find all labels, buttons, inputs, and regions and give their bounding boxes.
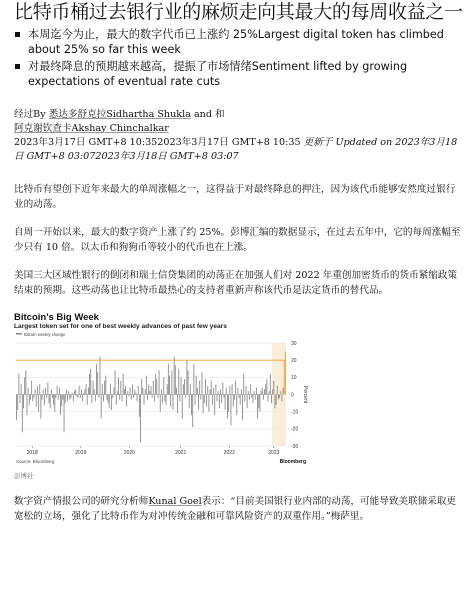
chart-bar [16, 395, 17, 421]
chart-bar [75, 389, 76, 394]
updated-timestamp: 更新于 Updated on 2023年3月18日 GMT+8 03:072023年3月18日 GMT+8 03:07 [14, 137, 458, 162]
chart-bar [193, 364, 194, 395]
chart-bar [283, 388, 284, 395]
chart-bar [153, 381, 154, 395]
chart-bar [141, 379, 142, 394]
chart-bar [280, 391, 281, 394]
chart-bar [137, 395, 138, 402]
chart-bar [142, 388, 143, 395]
chart-brand: Bloomberg [279, 459, 306, 465]
chart-bar [266, 379, 267, 394]
chart-bar [100, 357, 101, 395]
chart-bar [185, 395, 186, 398]
chart-bar [64, 395, 65, 433]
chart-bar [177, 395, 178, 414]
chart-bar [30, 395, 31, 400]
chart-bar [119, 395, 120, 400]
chart-bar [222, 382, 223, 394]
chart-bar [88, 388, 89, 395]
chart-bar [31, 381, 32, 395]
chart-bar [169, 376, 170, 395]
chart-bar [243, 374, 244, 395]
chart-bar [272, 389, 273, 394]
chart-bar [210, 389, 211, 394]
chart-bar [276, 395, 277, 405]
y-tick-label: -30 [291, 443, 299, 450]
chart-bar [149, 391, 150, 394]
byline-prefix: 经过By [14, 109, 49, 120]
final-prefix: 数字资产情报公司的研究分析师 [14, 496, 149, 507]
chart-bar [240, 395, 241, 405]
y-tick-label: 30 [291, 340, 297, 347]
chart-bar [224, 395, 225, 398]
chart-bar [160, 395, 161, 412]
chart-bar [101, 395, 102, 419]
chart-bar [235, 381, 236, 395]
chart-bar [104, 381, 105, 395]
chart-bar [252, 395, 253, 404]
x-tick-label: 2022 [223, 450, 235, 456]
chart-bar [53, 395, 54, 405]
chart-bar [79, 386, 80, 395]
chart-bar [259, 395, 260, 412]
chart-bar [69, 395, 70, 400]
chart-bar [178, 369, 179, 395]
chart-bar [242, 395, 243, 421]
chart-bar [273, 381, 274, 395]
chart-bar [190, 384, 191, 394]
chart-bar [173, 395, 174, 410]
chart-bar [115, 370, 116, 394]
chart-source: Source: Bloomberg [16, 459, 55, 464]
chart-bar [227, 395, 228, 419]
chart-bar [83, 393, 84, 395]
chart-bar [145, 389, 146, 394]
chart-bar [181, 377, 182, 394]
chart-bar [157, 395, 158, 398]
chart-caption: 彭博社 [14, 472, 34, 480]
chart-bar [29, 395, 30, 405]
chart-bar [123, 374, 124, 395]
chart-bar [236, 395, 237, 416]
y-tick-label: -10 [291, 409, 299, 416]
legend-swatch [16, 333, 22, 335]
chart-bar [94, 389, 95, 394]
chart-bar [22, 395, 23, 433]
chart-bar [167, 384, 168, 394]
chart-bar [135, 393, 136, 395]
chart-bar [76, 395, 77, 397]
chart-bar [47, 382, 48, 394]
chart-bar [125, 386, 126, 395]
chart-bar [230, 395, 231, 426]
chart-bar [174, 357, 175, 395]
x-tick-label: 2021 [175, 450, 187, 456]
chart-bar [130, 388, 131, 395]
chart-bar [127, 391, 128, 394]
article-paragraph-final [14, 494, 464, 524]
article-headline: 比特币桶过去银行业的麻烦走向其最大的每周收益之一 [14, 1, 463, 23]
chart-bar [170, 395, 171, 407]
chart-bar [258, 395, 259, 409]
chart-bar [59, 388, 60, 395]
chart-bar [179, 395, 180, 402]
chart-bar [118, 377, 119, 394]
chart-bar [32, 395, 33, 402]
chart-bar [66, 389, 67, 394]
chart-bar [147, 395, 148, 400]
chart-bar [24, 377, 25, 394]
chart-bar [229, 386, 230, 395]
chart-bar [234, 395, 235, 400]
chart-bar [204, 395, 205, 404]
chart-bar [78, 395, 79, 398]
chart-bar [198, 395, 199, 410]
chart-bar [28, 388, 29, 395]
chart-bar [220, 389, 221, 394]
chart-bar [40, 395, 41, 419]
chart-bar [195, 395, 196, 405]
y-axis-label: Percent [302, 385, 308, 404]
chart-bar [211, 381, 212, 395]
chart-bar [65, 395, 66, 404]
chart-bar [39, 384, 40, 394]
chart-bar [139, 395, 140, 417]
x-tick-label: 2023 [268, 450, 280, 456]
chart-bar [217, 395, 218, 402]
chart-bar [225, 395, 226, 410]
legend-label: Bitcoin weekly change [24, 332, 66, 337]
bullet-item: 对最终降息的预期越来越高，提振了市场情绪Sentiment lifted by growing expectations of eventual rate cuts [14, 59, 464, 89]
chart-bar [277, 386, 278, 395]
chart-bar [90, 369, 91, 395]
chart-bar [89, 374, 90, 395]
chart-bar [93, 381, 94, 395]
chart-bar [205, 379, 206, 394]
final-rest: 表示：“目前美国银行业内部的动荡，可能导致美联储采取更宽松的立场，强化了比特币作为对冲传统金融和可靠风险资产的双重作用。”梅萨里。 [14, 496, 456, 522]
chart-bar [74, 391, 75, 394]
chart-bar [279, 395, 280, 398]
chart-bar [189, 395, 190, 409]
chart-bar [86, 384, 87, 394]
x-tick-label: 2018 [26, 450, 38, 456]
chart-bar [202, 372, 203, 394]
chart-bar [96, 364, 97, 395]
chart-bar [196, 376, 197, 395]
chart-bar [111, 395, 112, 410]
chart-bar [264, 389, 265, 394]
chart-bar [60, 395, 61, 416]
chart-bar [182, 395, 183, 419]
chart-bar [42, 395, 43, 400]
chart-bar [80, 395, 81, 398]
chart-bar [108, 395, 109, 404]
chart-bar [269, 391, 270, 394]
chart-bar [110, 384, 111, 394]
x-tick-label: 2019 [75, 450, 87, 456]
chart-bar [206, 395, 207, 407]
article-bullets [14, 27, 464, 89]
chart-bar [133, 395, 134, 398]
chart-bar [151, 386, 152, 395]
chart-bar [268, 395, 269, 402]
chart-bar [71, 395, 72, 398]
chart-subtitle: Largest token set for one of best weekly advances of past few years [14, 323, 227, 330]
chart-bar [17, 395, 18, 410]
y-tick-label: 0 [291, 392, 294, 399]
chart-bar [261, 391, 262, 394]
chart-bar [38, 395, 39, 412]
chart-bar [33, 395, 34, 398]
chart-bar [186, 360, 187, 394]
chart-bar [81, 389, 82, 394]
chart-bar [237, 388, 238, 395]
chart-bar [35, 389, 36, 394]
chart-bar [144, 395, 145, 405]
chart-bar [226, 388, 227, 395]
chart-bar [148, 384, 149, 394]
chart-bar [166, 395, 167, 405]
chart-bar [156, 379, 157, 394]
chart-bar [116, 395, 117, 405]
chart-bar [95, 395, 96, 402]
chart-bar [281, 395, 282, 402]
chart-bar [255, 395, 256, 400]
chart-bar [27, 395, 28, 416]
chart-bar [58, 395, 59, 400]
article-paragraph: 自周一开始以来，最大的数字资产上涨了约 25%。彭博汇编的数据显示，在过去五年中，它的每周涨幅至少只有 10 倍。以太币和狗狗币等较小的代币也在上涨。 [14, 227, 461, 253]
chart-bar [55, 395, 56, 398]
chart-bar [84, 389, 85, 394]
chart-bar [212, 395, 213, 405]
chart-bar [262, 388, 263, 395]
y-tick-label: -20 [291, 426, 299, 433]
chart-bar [239, 395, 240, 398]
chart-bar [159, 370, 160, 394]
chart-bar [163, 377, 164, 394]
chart-bar [256, 388, 257, 395]
chart-bar [241, 389, 242, 394]
chart-bar [219, 395, 220, 409]
chart-bar [155, 374, 156, 395]
bitcoin-weekly-chart [14, 331, 310, 466]
chart-bar [62, 395, 63, 400]
chart-bar [67, 395, 68, 402]
chart-bar [117, 391, 118, 394]
chart-bar [129, 395, 130, 397]
chart-bar [102, 384, 103, 394]
chart-title: Bitcoin's Big Week [14, 312, 99, 323]
chart-bar [228, 395, 229, 412]
chart-bar [162, 395, 163, 404]
chart-bar [199, 381, 200, 395]
chart-bar [61, 395, 62, 407]
chart-bar [263, 395, 264, 400]
chart-bar [124, 389, 125, 394]
chart-bar [213, 388, 214, 395]
chart-bar [284, 360, 285, 394]
chart-bar [120, 381, 121, 395]
chart-bar [184, 379, 185, 394]
chart-bar [113, 388, 114, 395]
chart-bar [57, 386, 58, 395]
chart-bar [249, 395, 250, 400]
chart-bar [20, 395, 21, 404]
chart-bar [271, 395, 272, 404]
bullet-item: 本周迄今为止，最大的数字代币已上涨约 25%Largest digital token has climbed about 25% so far this week [14, 27, 464, 57]
y-tick-label: 10 [291, 375, 297, 382]
chart-bar [91, 395, 92, 404]
chart-bar [21, 384, 22, 394]
x-tick-label: 2020 [123, 450, 135, 456]
chart-bar [278, 395, 279, 400]
chart-bar [247, 395, 248, 409]
byline-and: and 和 [190, 109, 225, 120]
chart-bar [203, 395, 204, 414]
chart-bar [72, 393, 73, 395]
chart-bar [250, 384, 251, 394]
chart-bar [285, 352, 286, 395]
chart-bar [221, 395, 222, 404]
chart-bar [197, 388, 198, 395]
chart-bar [105, 376, 106, 395]
chart-bar [254, 391, 255, 394]
chart-bar [138, 386, 139, 395]
chart-bar [43, 389, 44, 394]
chart-bar [270, 374, 271, 395]
chart-bar [171, 370, 172, 394]
chart-bar [54, 395, 55, 412]
chart-bar [68, 391, 69, 394]
chart-bar [126, 395, 127, 407]
chart-bar [25, 370, 26, 394]
chart-bar [131, 395, 132, 400]
chart-bar [175, 365, 176, 394]
chart-bar [97, 372, 98, 394]
chart-bar [265, 384, 266, 394]
chart-bar [146, 376, 147, 395]
chart-bar [36, 395, 37, 407]
chart-bar [192, 395, 193, 428]
chart-bar [207, 386, 208, 395]
byline [14, 108, 464, 164]
article-paragraph: 比特币有望创下近年来最大的单周涨幅之一，这得益于对最终降息的押注，因为该代币能够安然度过银行业的动荡。 [14, 184, 456, 210]
chart-bar [49, 395, 50, 404]
chart-bar [176, 388, 177, 395]
chart-bar [87, 395, 88, 405]
chart-figure [14, 312, 310, 480]
chart-bar [257, 395, 258, 419]
chart-bar [134, 389, 135, 394]
article-paragraph: 美国三大区域性银行的倒闭和瑞士信贷集团的动荡正在加强人们对 2022 年重创加密货币的货币紧缩政策结束的预期。这些动荡也让比特币最热心的支持者重新声称该代币是法定货币的替代品。 [14, 270, 458, 296]
chart-bar [191, 395, 192, 416]
chart-bar [246, 386, 247, 395]
chart-bar [112, 395, 113, 398]
chart-bar [208, 395, 209, 412]
chart-bar [233, 395, 234, 407]
chart-bar [244, 395, 245, 402]
chart-bar [106, 395, 107, 400]
chart-bar [214, 395, 215, 416]
chart-bar [44, 395, 45, 405]
chart-bar [218, 391, 219, 394]
chart-bar [200, 395, 201, 400]
chart-bar [188, 370, 189, 394]
y-tick-label: 20 [291, 357, 297, 364]
chart-bar [168, 364, 169, 395]
chart-bar [152, 395, 153, 398]
chart-bar [154, 395, 155, 402]
chart-bar [73, 395, 74, 402]
chart-bar [98, 395, 99, 398]
author-link-1[interactable]: 悉达多舒克拉Sidhartha Shukla [48, 109, 191, 120]
chart-bar [232, 384, 233, 394]
chart-bar [82, 395, 83, 402]
chart-bar [183, 384, 184, 394]
chart-bar [45, 388, 46, 395]
chart-bar [132, 384, 133, 394]
chart-bar [140, 395, 141, 443]
chart-bar [37, 386, 38, 395]
chart-bar [248, 391, 249, 394]
chart-bar [164, 395, 165, 402]
chart-bar [52, 395, 53, 398]
chart-bar [122, 395, 123, 402]
chart-bar [215, 384, 216, 394]
chart-bar [18, 374, 19, 395]
chart-bar [46, 395, 47, 398]
chart-bar [251, 395, 252, 398]
chart-bar [23, 395, 24, 409]
chart-bar [109, 395, 110, 409]
chart-bar [50, 395, 51, 409]
author-link-2[interactable]: 阿克谢钦查卡Akshay Chinchalkar [14, 123, 169, 134]
chart-bar [103, 395, 104, 402]
chart-bar [275, 395, 276, 409]
chart-bar [51, 389, 52, 394]
publish-timestamp: 2023年3月17日 GMT+8 10:352023年3月17日 GMT+8 10:35 [14, 137, 304, 148]
chart-bar [161, 389, 162, 394]
analyst-link[interactable]: Kunal Goel [148, 496, 202, 507]
